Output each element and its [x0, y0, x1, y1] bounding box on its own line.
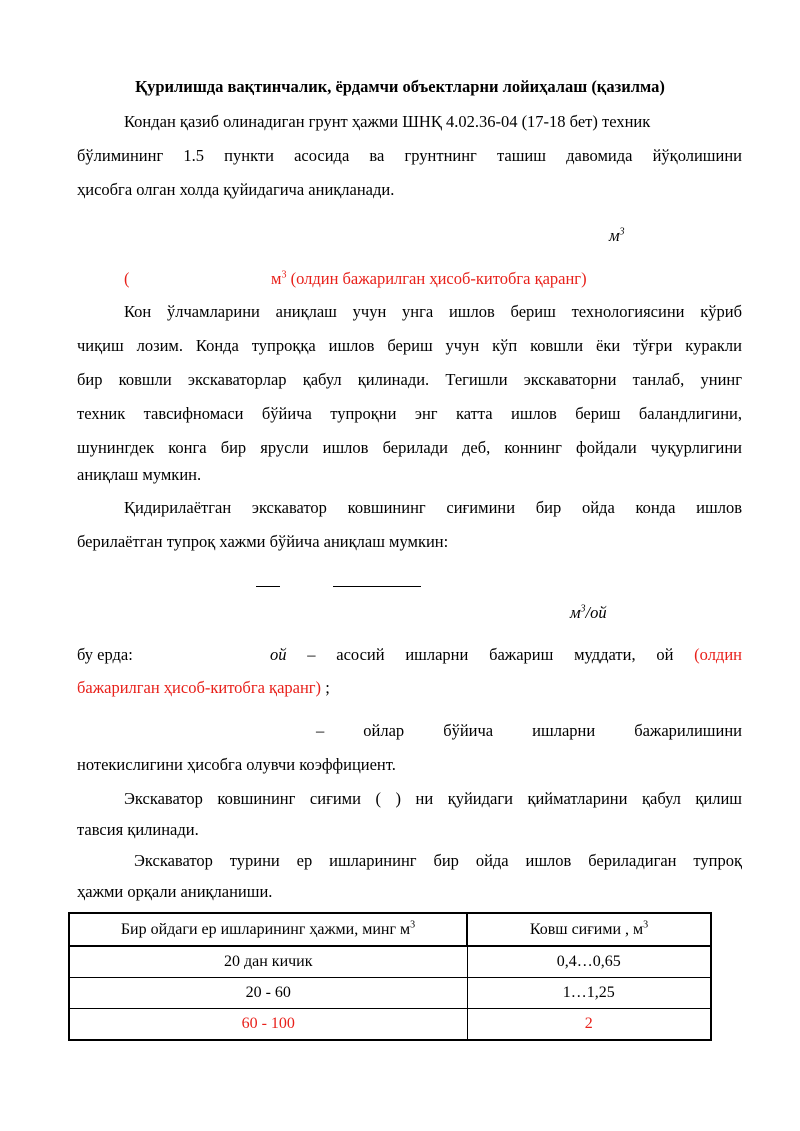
- table-header-volume: Бир ойдаги ер ишларининг ҳажми, минг $м^3$: [69, 913, 467, 946]
- paragraph-4-line-1: Экскаватор ковшининг сиғими ( ) ни қуйидаги қийматларини қабул қилиш: [124, 789, 742, 808]
- table-cell: 20 дан кичик: [69, 946, 467, 978]
- result-note: $м^3$ (олдин бажарилган ҳисоб-китобга қаранг): [271, 269, 587, 288]
- coefficient-line-1: – ойлар бўйича ишларни бажарилишини: [316, 721, 742, 740]
- formula-2-unit: $м^3/ой$: [570, 603, 607, 622]
- paragraph-5-line-2: ҳажми орқали аниқланиши.: [77, 882, 273, 901]
- formula-1-unit: $м^3$: [609, 226, 625, 245]
- table-cell: 20 - 60: [69, 978, 467, 1009]
- paragraph-1-line-1: Кондан қазиб олинадиган грунт ҳажми ШНҚ 4.02.36-04 (17-18 бет) техник: [124, 112, 651, 131]
- paragraph-2-line-1: Кон ўлчамларини аниқлаш учун унга ишлов бериш технологиясини кўриб: [124, 302, 742, 321]
- where-reference: бажарилган ҳисоб-китобга қаранг) ;: [77, 678, 330, 697]
- paragraph-3-line-1: Қидирилаётган экскаватор ковшининг сиғимини бир ойда конда ишлов: [124, 498, 742, 517]
- coefficient-line-2: нотекислигини ҳисобга олувчи коэффициент.: [77, 755, 396, 774]
- table-row-highlighted: [69, 1009, 711, 1041]
- table-cell: 1…1,25: [467, 978, 711, 1009]
- paragraph-2-line-6: аниқлаш мумкин.: [77, 465, 202, 484]
- paragraph-2-line-4: техник тавсифномаси бўйича тупроқни энг катта ишлов бериш баландлигини,: [77, 404, 742, 423]
- where-label: бу ерда:: [77, 645, 133, 664]
- table-row: [69, 946, 711, 978]
- bucket-capacity-table: [68, 912, 712, 1041]
- paragraph-1-line-3: ҳисобга олган холда қуйидагича аниқланади.: [77, 180, 395, 199]
- paragraph-5-line-1: Экскаватор турини ер ишларининг бир ойда ишлов бериладиган тупроқ: [134, 851, 742, 870]
- paragraph-3-line-2: берилаётган тупроқ хажми бўйича аниқлаш мумкин:: [77, 532, 449, 551]
- table-header-capacity: Ковш сиғими , $м^3$: [467, 913, 711, 946]
- fraction-bar-short: [256, 586, 280, 587]
- paragraph-2-line-2: чиқиш лозим. Конда тупроққа ишлов бериш учун кўп ковшли ёки тўғри куракли: [77, 336, 742, 355]
- fraction-bar-long: [333, 586, 421, 587]
- page-title: Қурилишда вақтинчалик, ёрдамчи объектларни лойиҳалаш (қазилма): [135, 77, 665, 96]
- table-cell: 60 - 100: [69, 1009, 467, 1041]
- paragraph-1-line-2: бўлимининг 1.5 пункти асосида ва грунтнинг ташиш давомида йўқолишини: [77, 146, 742, 165]
- table-cell: 0,4…0,65: [467, 946, 711, 978]
- table-cell: 2: [467, 1009, 711, 1041]
- table-row: [69, 978, 711, 1009]
- result-paren: (: [124, 269, 130, 288]
- table-header-row: [69, 913, 711, 946]
- paragraph-2-line-5: шунингдек конга бир ярусли ишлов берилади деб, коннинг фойдали чуқурлигини: [77, 438, 742, 457]
- paragraph-4-line-2: тавсия қилинади.: [77, 820, 199, 839]
- where-description: ой – асосий ишларни бажариш муддати, ой (олдин: [270, 645, 742, 664]
- paragraph-2-line-3: бир ковшли экскаваторлар қабул қилинади. Тегишли экскаваторни танлаб, унинг: [77, 370, 742, 389]
